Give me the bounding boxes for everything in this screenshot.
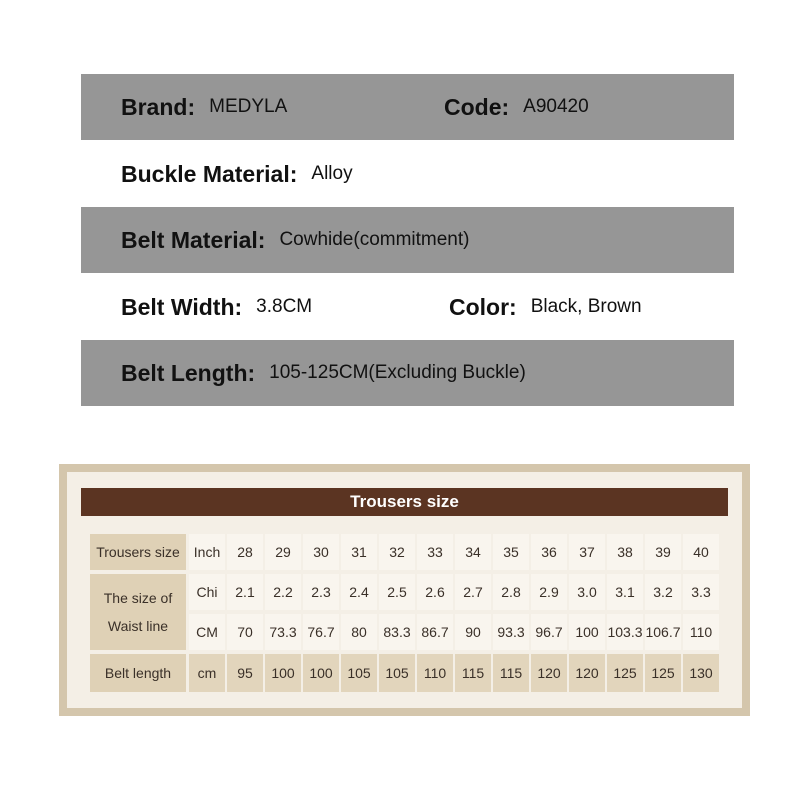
table-cell: 120 [531, 654, 567, 692]
unit-cell: Inch [189, 534, 225, 570]
unit-cell: cm [189, 654, 225, 692]
table-cell: 100 [303, 654, 339, 692]
table-cell: 37 [569, 534, 605, 570]
row-label-waist-size [90, 574, 186, 650]
table-cell: 36 [531, 534, 567, 570]
table-cell: 125 [607, 654, 643, 692]
size-chart-inner [67, 472, 742, 708]
row-label-trousers-size: Trousers size [90, 534, 186, 570]
size-chart-panel [59, 464, 750, 716]
table-cell: 34 [455, 534, 491, 570]
table-cell: 2.9 [531, 574, 567, 610]
table-cell: 110 [417, 654, 453, 692]
code-label: Code: [444, 93, 510, 120]
color-label: Color: [449, 293, 517, 320]
brand-label: Brand: [121, 93, 196, 120]
belt-material-label: Belt Material: [121, 226, 266, 253]
spec-row-brand-code [81, 74, 734, 140]
row-label-belt-length: Belt length [90, 654, 186, 692]
color-field [449, 274, 642, 340]
table-cell: 40 [683, 534, 719, 570]
table-cell: 29 [265, 534, 301, 570]
table-cell: 3.3 [683, 574, 719, 610]
code-value: A90420 [523, 96, 589, 117]
spec-row-belt-material [81, 207, 734, 273]
table-cell: 130 [683, 654, 719, 692]
spec-row-buckle-material [81, 141, 734, 207]
belt-length-value: 105-125CM(Excluding Buckle) [269, 362, 526, 383]
table-cell: 96.7 [531, 614, 567, 650]
table-cell: 83.3 [379, 614, 415, 650]
table-cell: 105 [341, 654, 377, 692]
belt-width-field [121, 274, 312, 340]
belt-length-label: Belt Length: [121, 359, 256, 386]
spec-row-belt-length [81, 340, 734, 406]
table-cell: 95 [227, 654, 263, 692]
belt-length-field [121, 340, 526, 406]
belt-width-label: Belt Width: [121, 293, 243, 320]
belt-material-field [121, 207, 469, 273]
brand-value: MEDYLA [209, 96, 288, 117]
table-cell: 115 [455, 654, 491, 692]
table-cell: 31 [341, 534, 377, 570]
unit-cell: CM [189, 614, 225, 650]
table-cell: 2.8 [493, 574, 529, 610]
brand-field [121, 74, 287, 140]
table-cell: 90 [455, 614, 491, 650]
buckle-material-label: Buckle Material: [121, 160, 298, 187]
table-cell: 93.3 [493, 614, 529, 650]
unit-cell: Chi [189, 574, 225, 610]
row-label-size-of: The size of [103, 590, 173, 606]
table-cell: 76.7 [303, 614, 339, 650]
table-cell: 2.1 [227, 574, 263, 610]
table-cell: 73.3 [265, 614, 301, 650]
table-cell: 2.7 [455, 574, 491, 610]
table-cell: 3.0 [569, 574, 605, 610]
table-cell: 2.6 [417, 574, 453, 610]
buckle-material-value: Alloy [311, 163, 353, 184]
table-cell: 32 [379, 534, 415, 570]
table-cell: 86.7 [417, 614, 453, 650]
table-cell: 120 [569, 654, 605, 692]
table-cell: 33 [417, 534, 453, 570]
belt-width-value: 3.8CM [256, 296, 313, 317]
table-cell: 2.3 [303, 574, 339, 610]
table-cell: 3.2 [645, 574, 681, 610]
table-cell: 30 [303, 534, 339, 570]
table-cell: 103.3 [607, 614, 643, 650]
belt-material-value: Cowhide(commitment) [279, 229, 470, 250]
table-cell: 106.7 [645, 614, 681, 650]
table-cell: 2.5 [379, 574, 415, 610]
table-cell: 2.2 [265, 574, 301, 610]
table-cell: 105 [379, 654, 415, 692]
table-cell: 3.1 [607, 574, 643, 610]
table-cell: 39 [645, 534, 681, 570]
table-cell: 80 [341, 614, 377, 650]
table-cell: 125 [645, 654, 681, 692]
size-chart-title: Trousers size [81, 488, 728, 516]
table-cell: 35 [493, 534, 529, 570]
table-cell: 38 [607, 534, 643, 570]
table-cell: 70 [227, 614, 263, 650]
table-cell: 115 [493, 654, 529, 692]
table-cell: 2.4 [341, 574, 377, 610]
spec-row-width-color [81, 274, 734, 340]
row-label-waist-line: Waist line [107, 618, 169, 634]
table-cell: 110 [683, 614, 719, 650]
code-field [444, 74, 589, 140]
buckle-material-field [121, 141, 353, 207]
color-value: Black, Brown [530, 296, 642, 317]
table-cell: 28 [227, 534, 263, 570]
table-cell: 100 [265, 654, 301, 692]
table-cell: 100 [569, 614, 605, 650]
